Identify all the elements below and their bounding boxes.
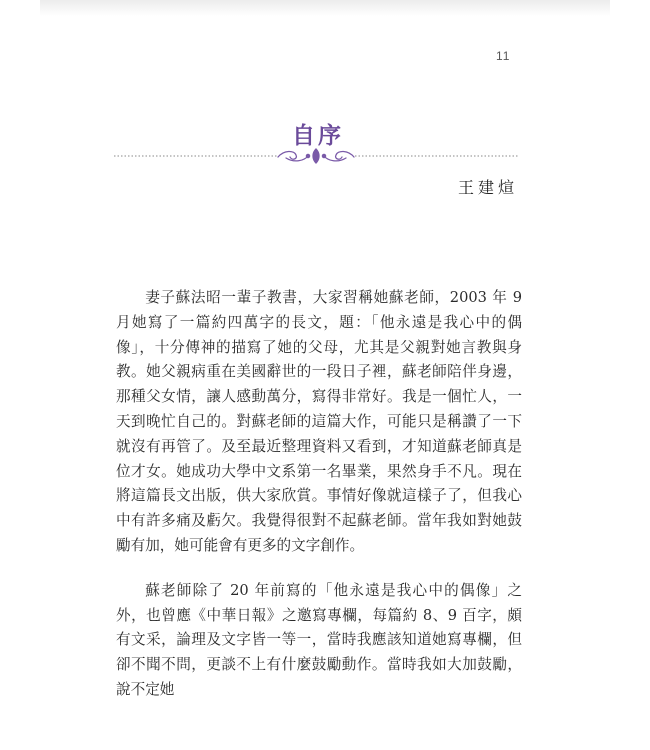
title-ornament-divider bbox=[114, 145, 518, 167]
preface-body bbox=[116, 286, 522, 703]
paragraph-1: 妻子蘇法昭一輩子教書，大家習稱她蘇老師，2003 年 9 月她寫了一篇約四萬字的長文，題：「他永遠是我心中的偶像」，十分傳神的描寫了她的父母，尤其是父親對她言教與身教。她父親病重在美國辭世的一段日子裡，蘇老師陪伴身邊，那種父女情，讓人感動萬分，寫得非常好。我是一個忙人，一天到晚忙自己的。對蘇老師的這篇大作，可能只是稱讚了一下就沒有再管了。及至最近整理資料又看到，才知道蘇老師真是位才女。她成功大學中文系第一名畢業，果然身手不凡。現在將這篇長文出版，供大家欣賞。事情好像就這樣子了，但我心中有許多痛及虧欠。我覺得很對不起蘇老師。當年我如對她鼓勵有加，她可能會有更多的文字創作。 bbox=[116, 289, 522, 554]
chapter-title: 自序 bbox=[292, 122, 344, 149]
page-top-shadow bbox=[40, 0, 610, 16]
flourish-ornament-icon bbox=[278, 149, 354, 163]
author-name: 王建煊 bbox=[457, 178, 518, 197]
paragraph-2: 蘇老師除了 20 年前寫的「他永遠是我心中的偶像」之外，也曾應《中華日報》之邀寫專欄，每篇約 8、9 百字，頗有文采，論理及文字皆一等一，當時我應該知道她寫專欄，但卻不聞不問，更談不上有什麼鼓勵動作。當時我如大加鼓勵，說不定她 bbox=[116, 581, 522, 698]
page-number: 11 bbox=[496, 49, 511, 63]
